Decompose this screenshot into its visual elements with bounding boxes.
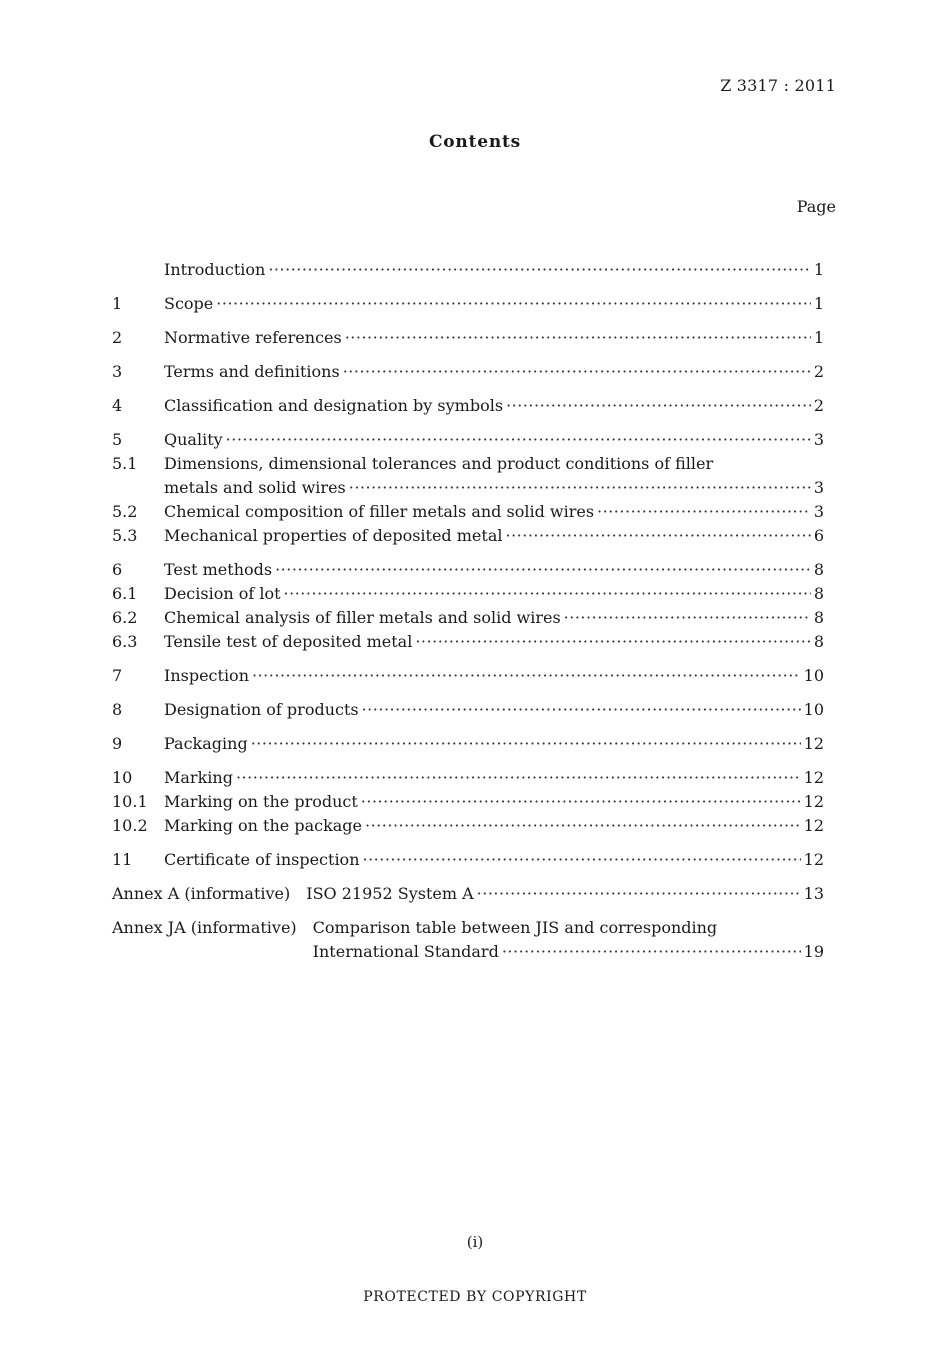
toc-entry[interactable] [112, 524, 824, 548]
toc-title-row [164, 630, 824, 654]
footer-page-number: (i) [466, 1233, 484, 1251]
toc-entry[interactable] [112, 766, 824, 790]
toc-title-block [164, 664, 824, 688]
toc-entry[interactable] [112, 428, 824, 452]
toc-leader-dots [415, 630, 810, 654]
toc-entry[interactable] [112, 664, 824, 688]
toc-page-number: 8 [813, 560, 824, 579]
toc-entry[interactable] [112, 882, 824, 906]
toc-title: metals and solid wires [164, 478, 346, 497]
toc-leader-dots [361, 790, 801, 814]
toc-entry[interactable] [112, 790, 824, 814]
toc-title-row [164, 524, 824, 548]
toc-leader-dots [284, 582, 811, 606]
toc-title-row [164, 428, 824, 452]
toc-page-number: 8 [813, 584, 824, 603]
toc-annex-label: Annex JA (informative) [112, 918, 297, 937]
toc-title-row [164, 360, 824, 384]
toc-section-number: 2 [112, 328, 123, 347]
copyright-notice: PROTECTED BY COPYRIGHT [363, 1289, 587, 1305]
toc-section-number: 3 [112, 362, 123, 381]
toc-title-row [164, 698, 824, 722]
toc-section-number: 6.2 [112, 608, 138, 627]
toc-section-number: 5 [112, 430, 123, 449]
toc-page-number: 1 [813, 260, 824, 279]
toc-entry[interactable] [112, 500, 824, 524]
toc-title: Tensile test of deposited metal [164, 632, 413, 651]
toc-entry[interactable] [112, 292, 824, 316]
page-column-label: Page [796, 197, 836, 216]
toc-leader-dots [597, 500, 811, 524]
toc-entry[interactable] [112, 360, 824, 384]
toc-title: Terms and definitions [164, 362, 340, 381]
toc-page-number: 12 [803, 768, 824, 787]
toc-page-number: 1 [813, 294, 824, 313]
toc-leader-dots [345, 326, 811, 350]
toc-title-block [164, 848, 824, 872]
toc-title: Classification and designation by symbols [164, 396, 504, 415]
toc-leader-dots [252, 664, 801, 688]
toc-title-block [164, 698, 824, 722]
toc-leader-dots [505, 524, 810, 548]
toc-title-row [164, 732, 824, 756]
toc-section-number: 10.1 [112, 792, 148, 811]
toc-entry[interactable] [112, 814, 824, 838]
toc-leader-dots [216, 292, 811, 316]
toc-title: Chemical analysis of filler metals and solid wires [164, 608, 561, 627]
toc-title: Marking on the product [164, 792, 358, 811]
toc-title-block [164, 292, 824, 316]
toc-title: Marking [164, 768, 233, 787]
toc-page-number: 10 [803, 666, 824, 685]
toc-title-row [164, 394, 824, 418]
toc-leader-dots [502, 940, 801, 964]
toc-page-number: 8 [813, 608, 824, 627]
toc-title: Quality [164, 430, 223, 449]
toc-leader-dots [226, 428, 811, 452]
toc-title: Certificate of inspection [164, 850, 360, 869]
toc-section-number: 5.3 [112, 526, 138, 545]
toc-page-number: 6 [813, 526, 824, 545]
toc-title-block [164, 814, 824, 838]
toc-title-row [313, 940, 824, 964]
toc-page-number: 19 [803, 942, 824, 961]
toc-entry[interactable] [112, 630, 824, 654]
toc-entry[interactable] [112, 394, 824, 418]
toc-entry[interactable] [112, 606, 824, 630]
toc-title: Marking on the package [164, 816, 363, 835]
toc-title-row [306, 882, 824, 906]
toc-title: ISO 21952 System A [306, 884, 474, 903]
toc-title: Decision of lot [164, 584, 281, 603]
toc-title: Chemical composition of filler metals and solid wires [164, 502, 595, 521]
toc-leader-dots [251, 732, 801, 756]
toc-title-block [164, 428, 824, 452]
toc-title-block [306, 882, 824, 906]
toc-page-number: 8 [813, 632, 824, 651]
toc-entry[interactable] [112, 558, 824, 582]
toc-leader-dots [275, 558, 811, 582]
toc-leader-dots [506, 394, 811, 418]
toc-title-block [164, 790, 824, 814]
toc-title-block [164, 360, 824, 384]
toc-title-block [164, 258, 824, 282]
toc-page-number: 3 [813, 502, 824, 521]
toc-title-row [164, 476, 824, 500]
toc-section-number: 4 [112, 396, 123, 415]
toc-title: Mechanical properties of deposited metal [164, 526, 503, 545]
toc-title: Normative references [164, 328, 342, 347]
toc-title-block [164, 452, 824, 500]
toc-title-block [164, 630, 824, 654]
toc-title-line: Comparison table between JIS and corresponding [312, 918, 718, 937]
toc-title: Introduction [164, 260, 266, 279]
toc-entry[interactable] [112, 452, 824, 500]
toc-title: Designation of products [164, 700, 359, 719]
toc-title-row [164, 606, 824, 630]
toc-leader-dots [362, 698, 801, 722]
toc-title: Packaging [164, 734, 248, 753]
toc-entry[interactable] [112, 916, 824, 964]
toc-page-number: 12 [803, 816, 824, 835]
toc-page-number: 3 [813, 478, 824, 497]
toc-page-number: 2 [813, 362, 824, 381]
toc-page-number: 13 [803, 884, 824, 903]
toc-page-number: 2 [813, 396, 824, 415]
toc-title-row [164, 664, 824, 688]
toc-title-block [164, 766, 824, 790]
toc-entry[interactable] [112, 582, 824, 606]
toc-leader-dots [349, 476, 811, 500]
toc-section-number: 10.2 [112, 816, 148, 835]
toc-title-row [164, 848, 824, 872]
toc-title: Test methods [164, 560, 273, 579]
toc-leader-dots [268, 258, 810, 282]
toc-section-number: 6.3 [112, 632, 138, 651]
toc-section-number: 8 [112, 700, 123, 719]
toc-section-number: 7 [112, 666, 123, 685]
toc-page-number: 3 [813, 430, 824, 449]
toc-title-row [164, 258, 824, 282]
toc-entry[interactable] [112, 258, 824, 282]
toc-title-block [164, 394, 824, 418]
toc-title-row [164, 582, 824, 606]
toc-section-number: 9 [112, 734, 123, 753]
toc-leader-dots [564, 606, 811, 630]
toc-title-row [164, 500, 824, 524]
toc-section-number: 6.1 [112, 584, 138, 603]
toc-title-block [313, 916, 824, 964]
toc-section-number: 5.2 [112, 502, 138, 521]
toc-title-row [164, 766, 824, 790]
toc-page-number: 12 [803, 792, 824, 811]
toc-leader-dots [343, 360, 811, 384]
toc-entry[interactable] [112, 732, 824, 756]
toc-title-block [164, 500, 824, 524]
toc-title: Scope [164, 294, 214, 313]
toc-title-row [164, 790, 824, 814]
toc-section-number: 10 [112, 768, 133, 787]
toc-page-number: 10 [803, 700, 824, 719]
toc-entry[interactable] [112, 848, 824, 872]
toc-title-block [164, 326, 824, 350]
page-title: Contents [428, 132, 522, 152]
toc-title-row [164, 292, 824, 316]
toc-entry[interactable] [112, 698, 824, 722]
toc-leader-dots [477, 882, 801, 906]
toc-title-row [164, 558, 824, 582]
toc-title-block [164, 732, 824, 756]
toc-leader-dots [236, 766, 801, 790]
toc-title-row [164, 814, 824, 838]
toc-title-block [164, 524, 824, 548]
toc-entry[interactable] [112, 326, 824, 350]
toc-title-block [164, 582, 824, 606]
toc-title-row [164, 326, 824, 350]
toc-annex-label: Annex A (informative) [112, 884, 291, 903]
toc-title: International Standard [312, 942, 499, 961]
document-code: Z 3317 : 2011 [720, 76, 836, 95]
toc-section-number: 1 [112, 294, 123, 313]
toc-title-line: Dimensions, dimensional tolerances and product conditions of filler [164, 454, 714, 473]
toc-title: Inspection [164, 666, 249, 685]
toc-leader-dots [365, 814, 801, 838]
toc-leader-dots [363, 848, 801, 872]
toc-page-number: 12 [803, 734, 824, 753]
table-of-contents [112, 258, 824, 964]
toc-section-number: 6 [112, 560, 123, 579]
toc-page-number: 12 [803, 850, 824, 869]
toc-section-number: 5.1 [112, 454, 138, 473]
toc-section-number: 11 [112, 850, 133, 869]
toc-page-number: 1 [813, 328, 824, 347]
toc-title-block [164, 606, 824, 630]
toc-title-block [164, 558, 824, 582]
